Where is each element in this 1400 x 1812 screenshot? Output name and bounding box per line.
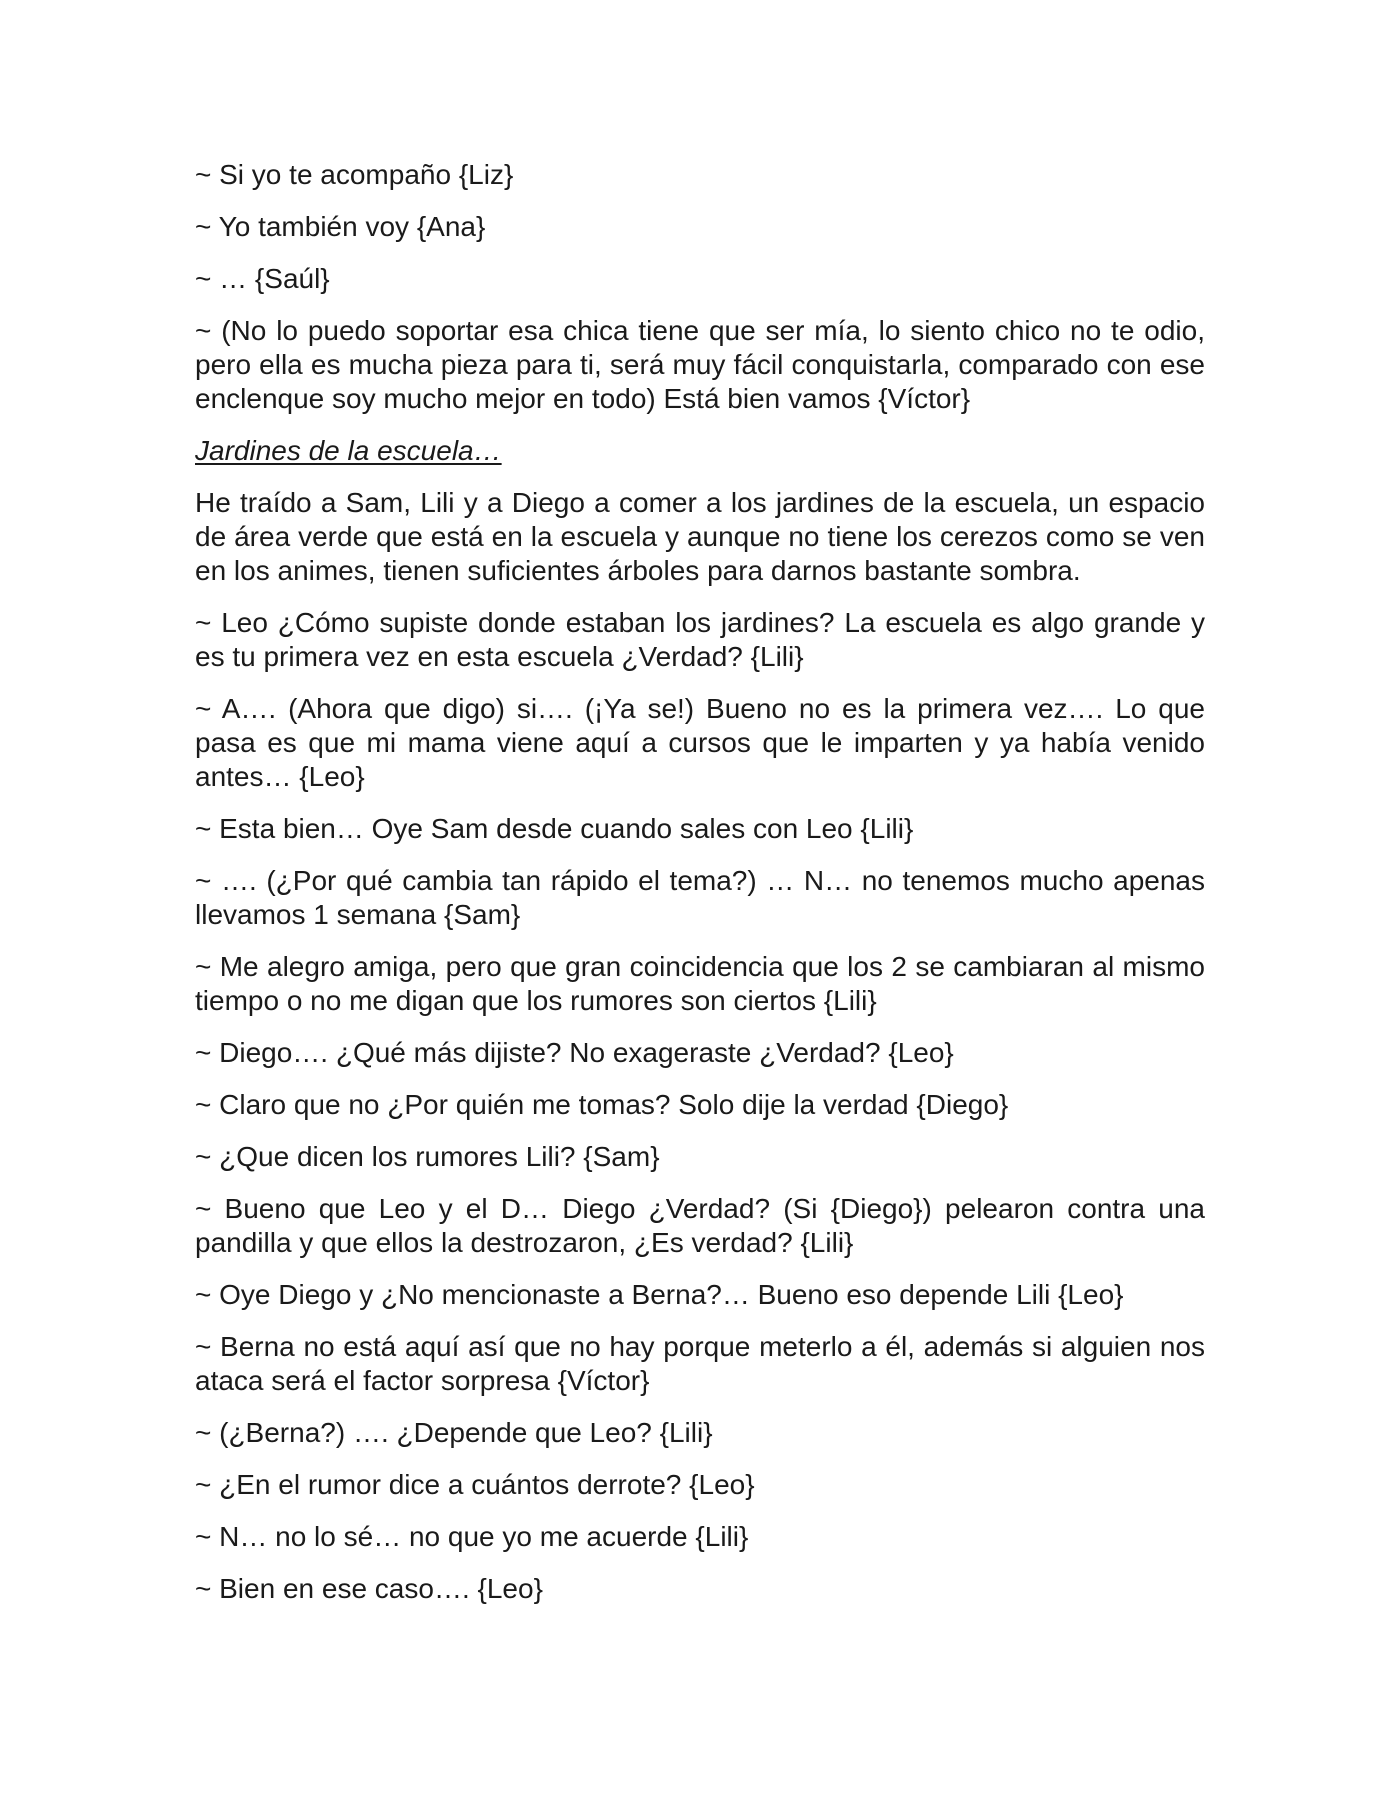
- document-page: [195, 158, 1205, 1624]
- dialogue-line: ~ ¿En el rumor dice a cuántos derrote? {Leo}: [195, 1469, 755, 1500]
- dialogue-line: ~ …. (¿Por qué cambia tan rápido el tema?) … N… no tenemos mucho apenas llevamos 1 semana {Sam}: [195, 865, 1205, 930]
- dialogue-line: ~ Berna no está aquí así que no hay porque meterlo a él, además si alguien nos ataca será el factor sorpresa {Víctor}: [195, 1331, 1205, 1396]
- dialogue-line: ~ A…. (Ahora que digo) si…. (¡Ya se!) Bueno no es la primera vez…. Lo que pasa es que mi mama viene aquí a cursos que le imparten y ya había venido antes… {Leo}: [195, 693, 1205, 792]
- scene-heading: [195, 434, 1205, 468]
- dialogue-line: ~ Oye Diego y ¿No mencionaste a Berna?… Bueno eso depende Lili {Leo}: [195, 1279, 1124, 1310]
- dialogue-line: ~ Leo ¿Cómo supiste donde estaban los jardines? La escuela es algo grande y es tu primera vez en esta escuela ¿Verdad? {Lili}: [195, 607, 1205, 672]
- dialogue-line: ~ Yo también voy {Ana}: [195, 211, 486, 242]
- dialogue-line: ~ Claro que no ¿Por quién me tomas? Solo dije la verdad {Diego}: [195, 1089, 1009, 1120]
- dialogue-line: ~ Bueno que Leo y el D… Diego ¿Verdad? (Si {Diego}) pelearon contra una pandilla y que ellos la destrozaron, ¿Es verdad? {Lili}: [195, 1193, 1205, 1258]
- scene-heading-text: Jardines de la escuela…: [195, 435, 502, 466]
- dialogue-line: ~ … {Saúl}: [195, 263, 330, 294]
- dialogue-line: ~ Esta bien… Oye Sam desde cuando sales con Leo {Lili}: [195, 813, 914, 844]
- dialogue-line: ~ Bien en ese caso…. {Leo}: [195, 1573, 543, 1604]
- dialogue-line: ~ Si yo te acompaño {Liz}: [195, 159, 514, 190]
- dialogue-line: ~ Me alegro amiga, pero que gran coincidencia que los 2 se cambiaran al mismo tiempo o no me digan que los rumores son ciertos {Lili}: [195, 951, 1205, 1016]
- dialogue-line: ~ ¿Que dicen los rumores Lili? {Sam}: [195, 1141, 660, 1172]
- dialogue-line: ~ Diego…. ¿Qué más dijiste? No exageraste ¿Verdad? {Leo}: [195, 1037, 954, 1068]
- narration-paragraph: He traído a Sam, Lili y a Diego a comer a los jardines de la escuela, un espacio de área verde que está en la escuela y aunque no tiene los cerezos como se ven en los animes, tienen suficientes árboles para darnos bastante sombra.: [195, 487, 1205, 586]
- dialogue-line: ~ (No lo puedo soportar esa chica tiene que ser mía, lo siento chico no te odio, pero ella es mucha pieza para ti, será muy fácil conquistarla, comparado con ese enclenque soy mucho mejor en todo) Está bien vamos {Víctor}: [195, 315, 1205, 414]
- dialogue-line: ~ (¿Berna?) …. ¿Depende que Leo? {Lili}: [195, 1417, 713, 1448]
- dialogue-line: ~ N… no lo sé… no que yo me acuerde {Lili}: [195, 1521, 749, 1552]
